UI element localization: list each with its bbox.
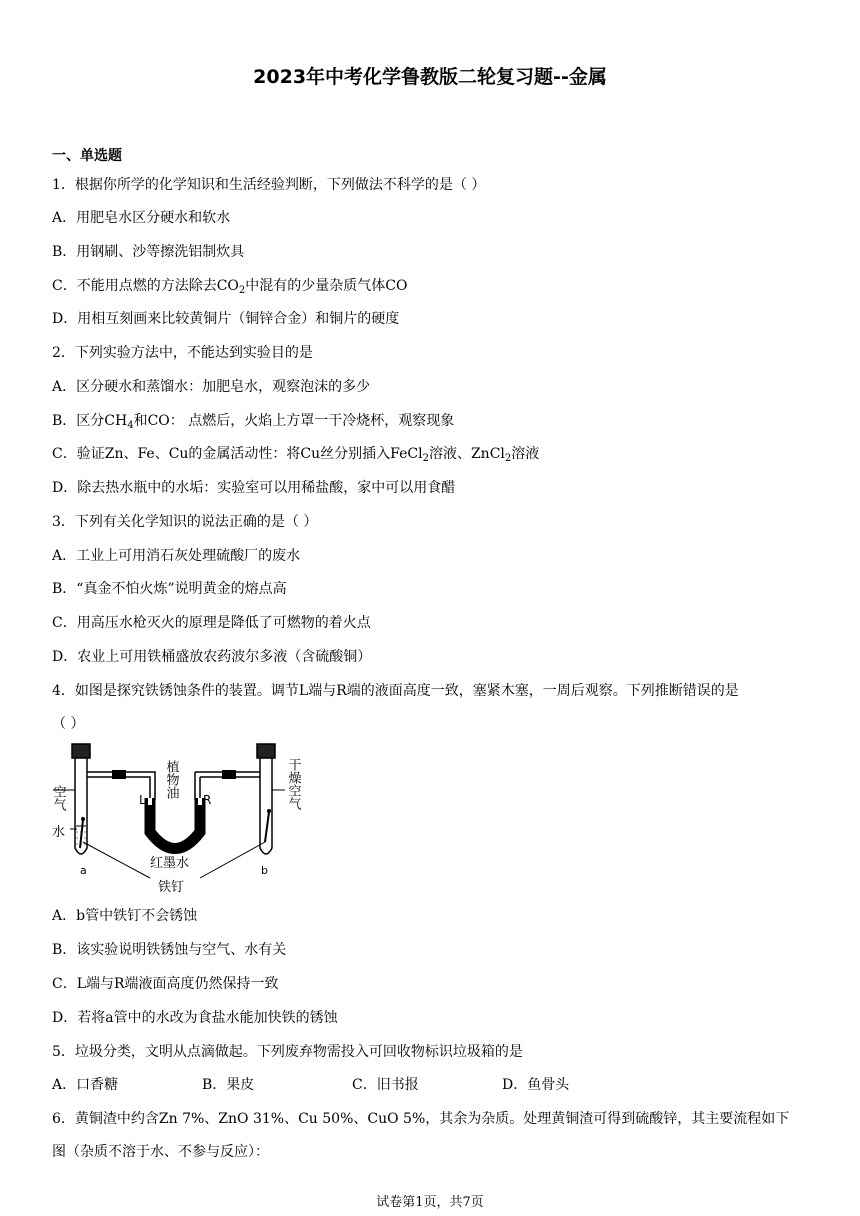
q2-option-b: B．区分$CH_4$和CO： 点燃后，火焰上方罩一干冷烧杯，观察现象 <box>52 413 455 431</box>
q5-stem: 5．垃圾分类，文明从点滴做起。下列废弃物需投入可回收物标识垃圾箱的是 <box>52 1044 523 1060</box>
q2-option-c: C．验证Zn、Fe、Cu的金属活动性：将Cu丝分别插入FeCl$_2$溶液、ZnCl$_2$溶液 <box>52 446 540 464</box>
q3-stem: 3．下列有关化学知识的说法正确的是（ ） <box>52 514 318 530</box>
q1-stem: 1．根据你所学的化学知识和生活经验判断，下列做法不科学的是（ ） <box>52 177 486 193</box>
q5-option-c: C．旧书报 <box>352 1077 419 1093</box>
q5-options <box>52 1074 569 1094</box>
q5-option-b: B．果皮 <box>202 1077 255 1093</box>
q4-stem-paren: （ ） <box>52 716 85 732</box>
section-heading: 一、单选题 <box>52 148 122 164</box>
q4-option-b: B．该实验说明铁锈蚀与空气、水有关 <box>52 942 287 958</box>
label-ink: 红墨水 <box>150 856 190 871</box>
page-title: 2023年中考化学鲁教版二轮复习题--金属 <box>253 66 607 88</box>
q1-option-b: B．用钢刷、沙等擦洗铝制炊具 <box>52 244 245 260</box>
q6-stem-cont: 图（杂质不溶于水、不参与反应）： <box>52 1144 269 1160</box>
q3-option-d: D．农业上可用铁桶盛放农药波尔多液（含硫酸铜） <box>52 649 372 665</box>
q4-option-a: A．b管中铁钉不会锈蚀 <box>52 908 198 924</box>
page-footer: 试卷第1页，共7页 <box>376 1195 484 1210</box>
label-nail: 铁钉 <box>158 880 185 895</box>
label-oil: 植物油 <box>163 760 179 799</box>
label-air: 空气 <box>50 785 66 811</box>
label-dry-air: 干燥空气 <box>285 758 301 810</box>
q2-option-a: A．区分硬水和蒸馏水：加肥皂水，观察泡沫的多少 <box>52 379 371 395</box>
label-L: L <box>139 793 146 807</box>
q2-option-d: D．除去热水瓶中的水垢：实验室可以用稀盐酸，家中可以用食醋 <box>52 480 456 496</box>
q5-option-a: A．口香糖 <box>52 1077 119 1093</box>
q4-stem: 4．如图是探究铁锈蚀条件的装置。调节L端与R端的液面高度一致，塞紧木塞，一周后观察。下列推断错误的是 <box>52 683 739 699</box>
label-a: a <box>80 864 87 877</box>
q3-option-c: C．用高压水枪灭火的原理是降低了可燃物的着火点 <box>52 615 371 631</box>
q6-stem: 6．黄铜渣中约含Zn 7%、ZnO 31%、Cu 50%、CuO 5%，其余为杂质。处理黄铜渣可得到硫酸锌，其主要流程如下 <box>52 1111 790 1127</box>
q2-stem: 2．下列实验方法中，不能达到实验目的是 <box>52 345 313 361</box>
q4-option-d: D．若将a管中的水改为食盐水能加快铁的锈蚀 <box>52 1010 338 1026</box>
q3-option-b: B．“真金不怕火炼”说明黄金的熔点高 <box>52 581 287 597</box>
q1-option-c: C．不能用点燃的方法除去$CO_2$中混有的少量杂质气体CO <box>52 278 408 296</box>
label-R: R <box>203 793 212 807</box>
q3-option-a: A．工业上可用消石灰处理硫酸厂的废水 <box>52 548 301 564</box>
rust-experiment-figure <box>50 740 305 895</box>
q1-option-a: A．用肥皂水区分硬水和软水 <box>52 210 231 226</box>
label-water: 水 <box>52 825 66 840</box>
q1-option-d: D．用相互刻画来比较黄铜片（铜锌合金）和铜片的硬度 <box>52 311 400 327</box>
label-b: b <box>261 864 268 877</box>
q5-option-d: D．鱼骨头 <box>502 1077 570 1093</box>
q4-option-c: C．L端与R端液面高度仍然保持一致 <box>52 976 279 992</box>
